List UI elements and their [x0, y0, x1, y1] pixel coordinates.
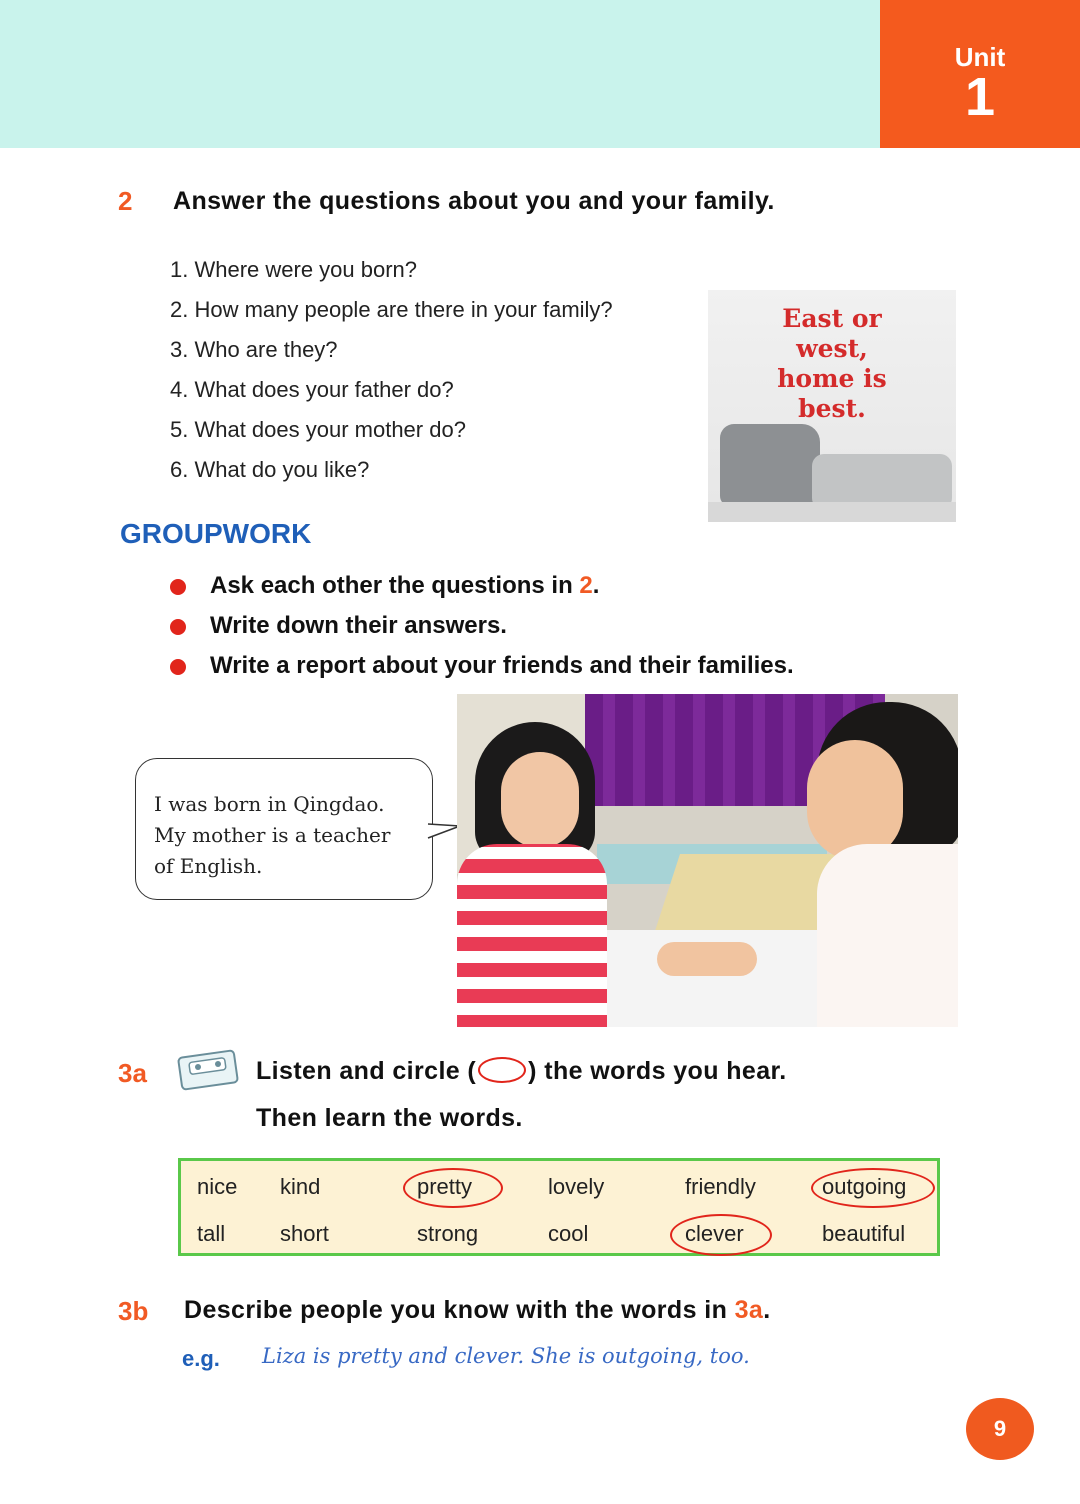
girl-left-face: [501, 752, 579, 848]
section-ref: 3a: [734, 1296, 764, 1324]
question-item: 4. What does your father do?: [170, 377, 454, 402]
word-box: [178, 1158, 940, 1256]
bullet-dot-icon: [170, 579, 186, 595]
section-2-number: 2: [118, 186, 133, 216]
question-item: 2. How many people are there in your family?: [170, 297, 613, 322]
word: cool: [548, 1221, 589, 1246]
word: tall: [197, 1221, 226, 1246]
hands: [657, 942, 757, 976]
groupwork-text-end: .: [592, 572, 600, 599]
speech-bubble: [135, 758, 433, 900]
groupwork-heading: GROUPWORK: [120, 518, 312, 549]
bullet-dot-icon: [170, 659, 186, 675]
section-3b-text: Describe people you know with the words in: [184, 1296, 735, 1324]
girls-talking-photo: [457, 694, 958, 1027]
section-3a-number: 3a: [118, 1058, 147, 1088]
poster-line: home is: [777, 364, 887, 393]
groupwork-text: Ask each other the questions in: [210, 572, 580, 599]
word: short: [280, 1221, 329, 1246]
groupwork-item: [170, 606, 794, 646]
speech-text: [154, 789, 390, 882]
word-circled: outgoing: [822, 1174, 907, 1199]
girl-right-shirt: [817, 844, 958, 1027]
circle-symbol-icon: [478, 1057, 526, 1083]
question-item: 3. Who are they?: [170, 337, 338, 362]
page-number: 9: [966, 1398, 1034, 1460]
word: strong: [417, 1221, 479, 1246]
header-band: [0, 0, 880, 148]
circle-mark-clever: [670, 1214, 772, 1256]
poster-line: west,: [796, 334, 868, 363]
section-3a-instruction-line2: Then learn the words.: [256, 1104, 523, 1132]
girl-right-face: [807, 740, 903, 860]
unit-label: Unit: [954, 42, 1006, 72]
section-ref: 2: [579, 572, 593, 599]
word: lovely: [548, 1174, 605, 1199]
unit-tab: [880, 0, 1080, 148]
groupwork-item: [170, 646, 794, 686]
word: friendly: [685, 1174, 756, 1199]
girl-left-shirt: [457, 844, 607, 1027]
question-item: 5. What does your mother do?: [170, 417, 466, 442]
home-poster-image: [708, 290, 956, 522]
cassette-icon: [176, 1048, 240, 1092]
section-3a-instruction: [256, 1057, 787, 1086]
poster-line: East or: [782, 304, 882, 333]
poster-line: best.: [798, 394, 866, 423]
speech-line: My mother is a teacher: [154, 823, 391, 847]
section-3b-title: [184, 1296, 771, 1325]
groupwork-item: [170, 566, 794, 606]
example-sentence: Liza is pretty and clever. She is outgoing, too.: [262, 1344, 750, 1368]
question-item: 6. What do you like?: [170, 457, 370, 482]
word-circled: clever: [685, 1221, 744, 1246]
question-item: 1. Where were you born?: [170, 257, 418, 282]
circle-mark-outgoing: [811, 1168, 935, 1208]
example-label: e.g.: [182, 1346, 220, 1371]
speech-line: of English.: [154, 854, 263, 878]
word: beautiful: [822, 1221, 906, 1246]
section-2-title: Answer the questions about you and your family.: [173, 187, 775, 215]
word: kind: [280, 1174, 321, 1199]
cushion-dark: [720, 424, 820, 506]
section-3b-text-end: .: [763, 1296, 771, 1324]
groupwork-list: [170, 566, 794, 686]
instruction-text-end: ) the words you hear.: [528, 1057, 787, 1085]
word: nice: [197, 1174, 238, 1199]
bullet-dot-icon: [170, 619, 186, 635]
unit-number: 1: [964, 67, 996, 127]
groupwork-text: Write down their answers.: [210, 612, 507, 639]
groupwork-text: Write a report about your friends and their families.: [210, 652, 794, 679]
instruction-text: Listen and circle (: [256, 1057, 477, 1085]
sofa: [708, 502, 956, 522]
question-list: [170, 252, 613, 492]
section-3b-number: 3b: [118, 1296, 149, 1326]
circle-mark-pretty: [403, 1168, 503, 1208]
word-circled: pretty: [417, 1174, 473, 1199]
speech-line: I was born in Qingdao.: [154, 792, 385, 816]
poster-slogan: [708, 304, 956, 424]
